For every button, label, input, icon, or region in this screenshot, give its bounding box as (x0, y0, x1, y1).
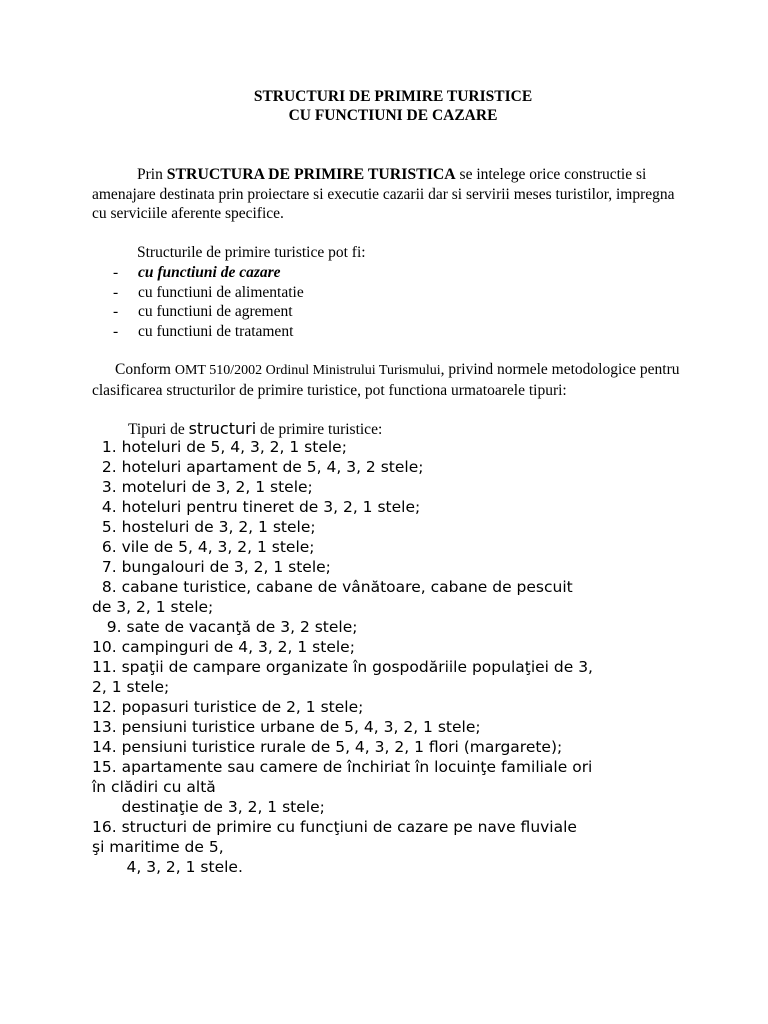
list-item: 14. pensiuni turistice rurale de 5, 4, 3, 2, 1 flori (margarete); (92, 738, 563, 756)
structures-item-text: cu functiuni de tratament (138, 322, 294, 340)
list-item: 5. hosteluri de 3, 2, 1 stele; (92, 518, 316, 536)
list-item: şi maritime de 5, (92, 838, 224, 856)
intro-rest: se intelege orice constructie si amenajare destinata prin proiectare si executie cazarii dar si servirii meses turistilor, impregna cu serviciile aferente specifice. (92, 166, 675, 222)
title-line-1: STRUCTURI DE PRIMIRE TURISTICE (253, 88, 533, 105)
list-item: 9. sate de vacanţă de 3, 2 stele; (92, 618, 358, 636)
list-item (113, 302, 304, 322)
list-item (113, 283, 304, 303)
structures-item-text: cu functiuni de alimentatie (138, 283, 304, 301)
intro-paragraph (92, 165, 692, 224)
list-item: 1. hoteluri de 5, 4, 3, 2, 1 stele; (92, 438, 347, 456)
conform-rest: , privind normele metodologice pentru clasificarea structurilor de primire turistice, pot functiona urmatoarele tipuri: (92, 361, 680, 399)
structures-list (113, 263, 304, 341)
intro-term: STRUCTURA DE PRIMIRE TURISTICA (166, 166, 456, 183)
list-item: 10. campinguri de 4, 3, 2, 1 stele; (92, 638, 355, 656)
intro-prefix: Prin (137, 166, 167, 183)
list-item: 16. structuri de primire cu funcţiuni de cazare pe nave fluviale (92, 818, 577, 836)
types-list (92, 437, 712, 877)
list-item: 4, 3, 2, 1 stele. (92, 858, 243, 876)
list-item: 11. spaţii de campare organizate în gospodăriile populaţiei de 3, (92, 658, 593, 676)
dash-marker: - (113, 303, 119, 320)
list-item: 13. pensiuni turistice urbane de 5, 4, 3, 2, 1 stele; (92, 718, 481, 736)
list-item: în clădiri cu altă (92, 778, 216, 796)
list-item: 2. hoteluri apartament de 5, 4, 3, 2 stele; (92, 458, 424, 476)
tipuri-after: de primire turistice: (256, 421, 383, 438)
list-item: 12. popasuri turistice de 2, 1 stele; (92, 698, 364, 716)
title-line-2: CU FUNCTIUNI DE CAZARE (288, 107, 498, 124)
dash-marker: - (113, 322, 119, 340)
dash-marker: - (113, 264, 119, 281)
conform-prefix: Conform (115, 361, 175, 378)
list-item: 4. hoteluri pentru tineret de 3, 2, 1 stele; (92, 498, 421, 516)
tipuri-before: Tipuri de (128, 421, 189, 438)
list-item: 7. bungalouri de 3, 2, 1 stele; (92, 558, 331, 576)
list-item: 3. moteluri de 3, 2, 1 stele; (92, 478, 313, 496)
conform-paragraph (92, 360, 712, 400)
list-item: 2, 1 stele; (92, 678, 170, 696)
tipuri-heading (128, 419, 382, 439)
list-item: 15. apartamente sau camere de închiriat în locuinţe familiale ori (92, 758, 593, 776)
list-item: 8. cabane turistice, cabane de vânătoare, cabane de pescuit (92, 578, 573, 596)
structures-lead: Structurile de primire turistice pot fi: (137, 244, 366, 261)
structures-item-text: cu functiuni de cazare (138, 264, 281, 281)
dash-marker: - (113, 283, 119, 301)
list-item (113, 263, 304, 283)
tipuri-word: structuri (188, 419, 257, 438)
list-item: destinaţie de 3, 2, 1 stele; (92, 798, 325, 816)
conform-omt: OMT 510/2002 Ordinul Ministrului Turismului (174, 363, 441, 378)
structures-item-text: cu functiuni de agrement (138, 303, 293, 320)
list-item: de 3, 2, 1 stele; (92, 598, 214, 616)
list-item (113, 322, 304, 342)
list-item: 6. vile de 5, 4, 3, 2, 1 stele; (92, 538, 315, 556)
